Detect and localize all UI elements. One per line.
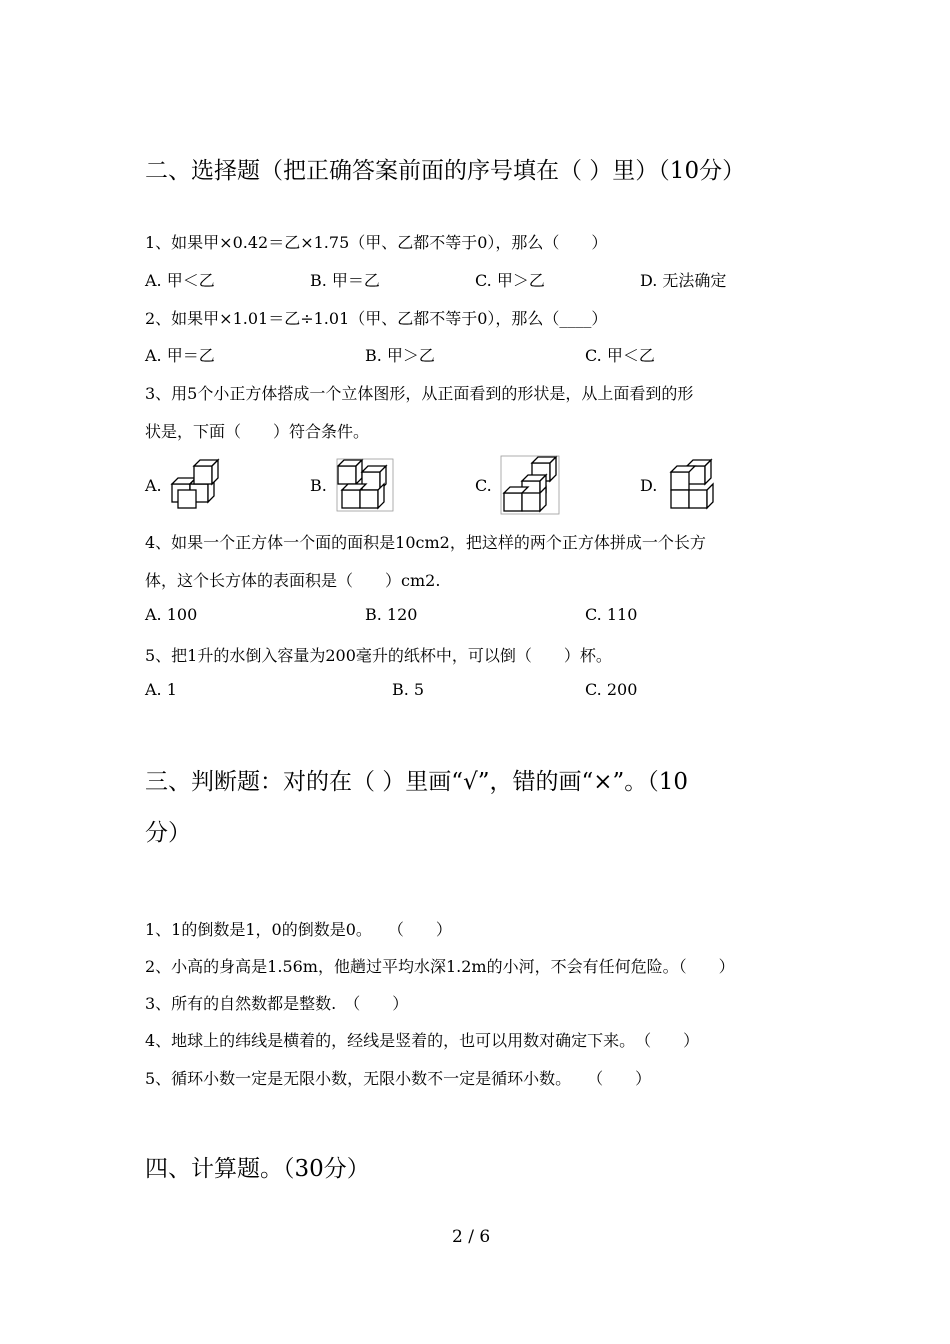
q5-option-a: A. 1 bbox=[145, 680, 177, 699]
q5-option-c: C. 200 bbox=[585, 680, 638, 699]
q3-option-c-cube-figure bbox=[500, 455, 560, 515]
q2-option-b: B. 甲＞乙 bbox=[365, 346, 435, 365]
q4-option-a: A. 100 bbox=[145, 605, 198, 624]
q3-option-d-label: D. bbox=[640, 476, 658, 495]
q3-text-line2: 状是，下面（ ）符合条件。 bbox=[145, 422, 370, 441]
judge-item-4: 4、地球上的纬线是横着的，经线是竖着的，也可以用数对确定下来。 （ ） bbox=[145, 1031, 700, 1050]
q3-option-c-label: C. bbox=[475, 476, 492, 495]
q3-option-a-cube-figure bbox=[170, 458, 222, 512]
judge-item-3: 3、所有的自然数都是整数. （ ） bbox=[145, 994, 409, 1013]
q1-text: 1、如果甲×0.42＝乙×1.75（甲、乙都不等于0），那么（ ） bbox=[145, 233, 608, 252]
q3-option-d-cube-figure bbox=[667, 458, 715, 512]
page-number: 2 / 6 bbox=[452, 1227, 491, 1247]
section3-title-line2: 分） bbox=[145, 820, 191, 846]
section3-title-line1: 三、判断题：对的在（ ）里画“√”，错的画“×”。（10 bbox=[145, 769, 689, 795]
q3-option-b-cube-figure bbox=[336, 458, 394, 512]
q3-text-line1: 3、用5个小正方体搭成一个立体图形，从正面看到的形状是，从上面看到的形 bbox=[145, 384, 694, 403]
q1-option-d: D. 无法确定 bbox=[640, 271, 727, 290]
q4-option-c: C. 110 bbox=[585, 605, 638, 624]
section4-title: 四、计算题。（30分） bbox=[145, 1156, 370, 1182]
q2-option-a: A. 甲＝乙 bbox=[145, 346, 215, 365]
q3-option-a-label: A. bbox=[145, 476, 162, 495]
judge-item-5: 5、循环小数一定是无限小数，无限小数不一定是循环小数。 （ ） bbox=[145, 1069, 652, 1088]
q1-option-a: A. 甲＜乙 bbox=[145, 271, 215, 290]
q5-text: 5、把1升的水倒入容量为200毫升的纸杯中，可以倒（ ）杯。 bbox=[145, 646, 612, 665]
q2-text: 2、如果甲×1.01＝乙÷1.01（甲、乙都不等于0），那么（____） bbox=[145, 309, 608, 328]
section2-title: 二、选择题（把正确答案前面的序号填在（ ）里）（10分） bbox=[145, 158, 746, 184]
q4-text-line2: 体，这个长方体的表面积是（ ）cm2. bbox=[145, 571, 441, 590]
q1-option-b: B. 甲＝乙 bbox=[310, 271, 380, 290]
judge-item-2: 2、小高的身高是1.56m，他趟过平均水深1.2m的小河，不会有任何危险。（ ） bbox=[145, 957, 735, 976]
q1-option-c: C. 甲＞乙 bbox=[475, 271, 545, 290]
q5-option-b: B. 5 bbox=[392, 680, 425, 699]
q4-option-b: B. 120 bbox=[365, 605, 418, 624]
q3-option-b-label: B. bbox=[310, 476, 327, 495]
q2-option-c: C. 甲＜乙 bbox=[585, 346, 655, 365]
judge-item-1: 1、1的倒数是1，0的倒数是0。 （ ） bbox=[145, 920, 452, 939]
q4-text-line1: 4、如果一个正方体一个面的面积是10cm2，把这样的两个正方体拼成一个长方 bbox=[145, 533, 706, 552]
